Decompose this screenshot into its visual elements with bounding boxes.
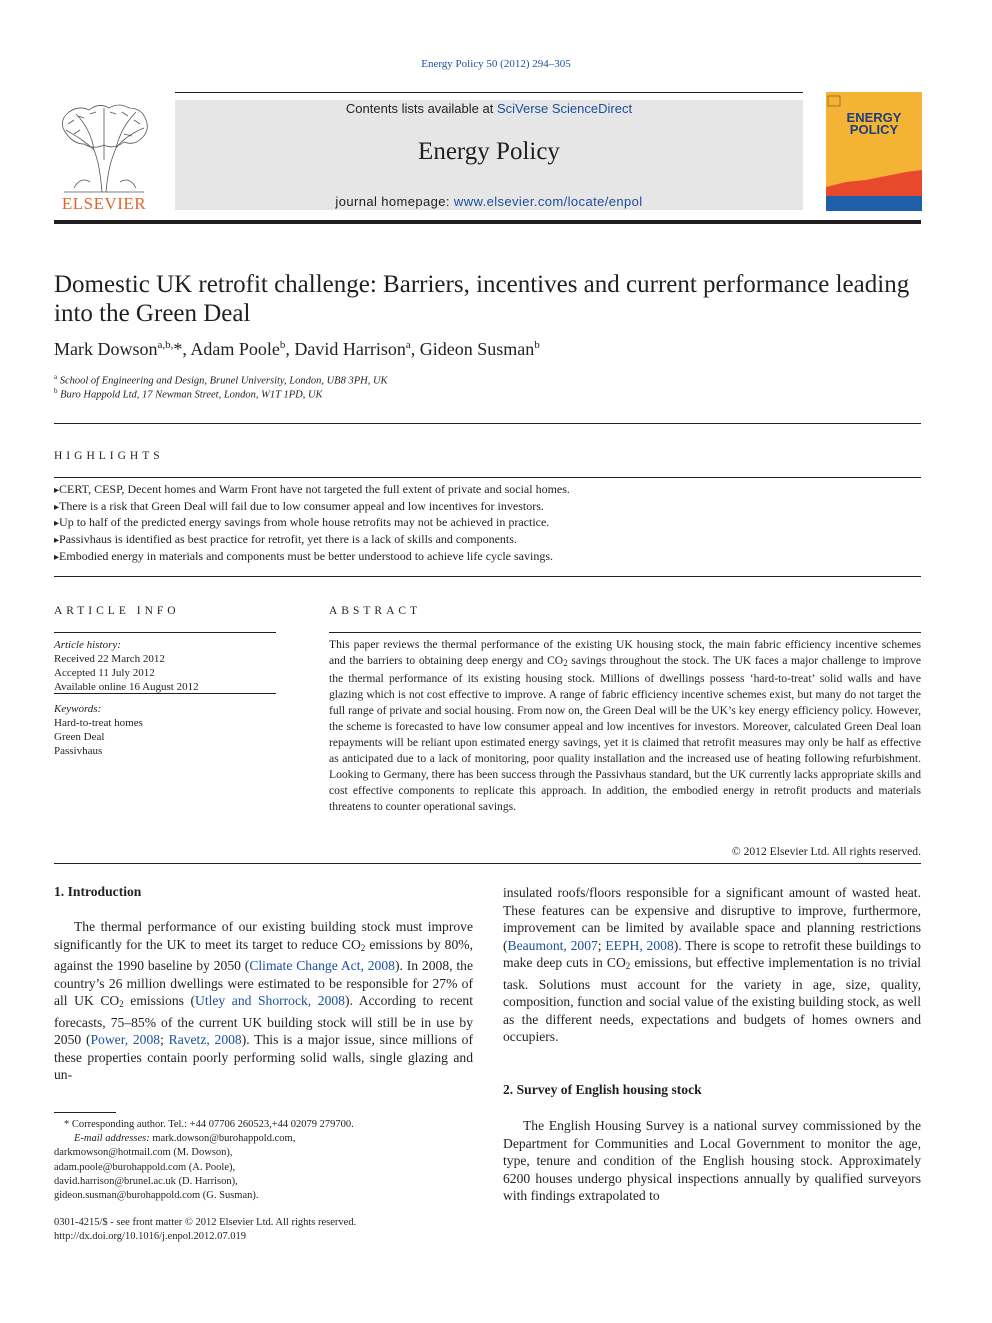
divider xyxy=(54,576,921,577)
highlights-heading: HIGHLIGHTS xyxy=(54,450,164,462)
email-line: darkmowson@hotmail.com (M. Dowson), xyxy=(54,1147,233,1159)
corresponding-author-note: * Corresponding author. Tel.: +44 07706 260523,+44 02079 279700. xyxy=(64,1119,354,1130)
issn-line: 0301-4215/$ - see front matter © 2012 Elsevier Ltd. All rights reserved. xyxy=(54,1217,357,1228)
article-history xyxy=(54,638,276,694)
history-label: Article history: xyxy=(54,639,121,651)
divider xyxy=(54,693,276,694)
divider xyxy=(54,863,921,864)
footnote-rule xyxy=(54,1112,116,1113)
intro-paragraph-continued: insulated roofs/floors responsible for a significant amount of wasted heat. These features can be expensive and disruptive to improve, furthermore, improvement can be limited by available space and planning restrictions (Beaumont, 2007; EEPH, 2008). There is scope to retrofit these buildings to make deep cuts in CO2 emissions, but effective implementation is no trivial task. Solutions must account for the variety in age, size, quality, composition, function and social value of the existing building stock, as well as the different needs, expectations and budgets of homes owners and occupiers. xyxy=(503,885,921,1044)
highlight-item: ▸ Embodied energy in materials and components must be better understood to achieve life cycle savings. xyxy=(54,549,924,566)
abstract-heading: ABSTRACT xyxy=(329,605,422,617)
survey-paragraph: The English Housing Survey is a national survey commissioned by the Department for Communities and Local Government to monitor the age, type, tenure and condition of the English housing stock. Approximately 6200 houses undergo physical inspections annually by qualified surveyors with findings extrapolated to xyxy=(503,1118,921,1203)
article-info-heading: ARTICLE INFO xyxy=(54,605,180,617)
highlight-item: ▸ CERT, CESP, Decent homes and Warm Front have not targeted the full extent of private and social homes. xyxy=(54,482,924,499)
keywords xyxy=(54,702,276,758)
citation-link[interactable]: Power, 2008 xyxy=(90,1032,161,1047)
email-line: E-mail addresses: mark.dowson@burohappold.com, xyxy=(74,1133,296,1145)
divider xyxy=(54,632,276,633)
highlight-item: ▸ There is a risk that Green Deal will fail due to low consumer appeal and low incentives for investors. xyxy=(54,499,924,516)
citation-link[interactable]: EEPH, 2008 xyxy=(605,937,674,953)
email-link[interactable]: darkmowson@hotmail.com xyxy=(54,1147,171,1159)
intro-paragraph: The thermal performance of our existing building stock must improve significantly for the UK to meet its target to reduce CO2 emissions by 80%, against the 1990 baseline by 2050 (Climate Change Act, 2008). In 2008, the country’s 26 million dwellings were estimated to be responsible for 27% of all UK CO2 emissions (Utley and Shorrock, 2008). According to recent forecasts, 75–85% of the current UK building stock will still be in use by 2050 (Power, 2008; Ravetz, 2008). This is a major issue, since millions of these properties contain poorly performing solid walls, single glazing and un- xyxy=(54,919,473,1082)
author-affil-mark: b xyxy=(534,339,540,351)
author-name[interactable]: Gideon Susman xyxy=(419,339,535,359)
citation-link[interactable]: Climate Change Act, 2008 xyxy=(249,958,395,973)
footnotes xyxy=(54,1118,474,1203)
email-link[interactable]: adam.poole@burohappold.com xyxy=(54,1161,187,1173)
highlight-item: ▸ Passivhaus is identified as best practice for retrofit, yet there is a lack of skills and components. xyxy=(54,532,924,549)
sciencedirect-link[interactable]: SciVerse ScienceDirect xyxy=(496,101,633,116)
author-affil-mark: b xyxy=(279,339,286,351)
citation-link[interactable]: Utley and Shorrock, 2008 xyxy=(195,993,345,1008)
divider xyxy=(54,423,921,424)
keywords-label: Keywords: xyxy=(54,703,102,715)
divider xyxy=(329,632,921,633)
contents-line: Contents lists available at SciVerse ScienceDirect xyxy=(345,101,633,116)
front-matter-info xyxy=(54,1216,494,1244)
cover-title-line1: ENERGY xyxy=(846,110,902,125)
journal-header xyxy=(175,100,803,210)
accepted-date: Accepted 11 July 2012 xyxy=(54,667,155,679)
author-name[interactable]: Adam Poole xyxy=(190,339,280,359)
affiliation: $^b$ Buro Happold Ltd, 17 Newman Street, London, W1T 1PD, UK xyxy=(54,387,323,401)
online-date: Available online 16 August 2012 xyxy=(54,681,199,693)
journal-name: Energy Policy xyxy=(418,138,560,165)
keyword: Green Deal xyxy=(54,731,105,743)
highlights-list xyxy=(54,482,924,566)
email-line: adam.poole@burohappold.com (A. Poole), xyxy=(54,1161,236,1173)
keyword: Passivhaus xyxy=(54,745,103,757)
highlight-item: ▸ Up to half of the predicted energy savings from whole house retrofits may not be achieved in practice. xyxy=(54,515,924,532)
author-list: Mark Dowson$^{a,b,}$*, Adam Poole$^b$, David Harrison$^a$, Gideon Susman$^b$ xyxy=(54,339,540,359)
author-affil-mark: a xyxy=(405,339,411,351)
email-link[interactable]: gideon.susman@burohappold.com xyxy=(54,1190,201,1202)
author-name[interactable]: David Harrison xyxy=(294,339,406,359)
keyword: Hard-to-treat homes xyxy=(54,717,143,729)
section-heading-introduction: 1. Introduction xyxy=(54,884,142,899)
homepage-line: journal homepage: www.elsevier.com/locate/enpol xyxy=(335,194,643,209)
corresponding-author-mark[interactable]: * xyxy=(173,339,183,359)
header-thick-rule xyxy=(54,220,921,224)
section-heading-survey: 2. Survey of English housing stock xyxy=(503,1082,702,1097)
divider xyxy=(54,477,921,478)
article-title: Domestic UK retrofit challenge: Barriers, incentives and current performance leading into the Green Deal xyxy=(54,271,910,327)
author-name[interactable]: Mark Dowson xyxy=(54,339,158,359)
header-top-rule xyxy=(175,92,803,93)
email-link[interactable]: mark.dowson@burohappold.com xyxy=(152,1133,293,1145)
doi-link[interactable]: http://dx.doi.org/10.1016/j.enpol.2012.07.019 xyxy=(54,1231,247,1243)
author-affil-mark: a,b, xyxy=(157,339,174,351)
abstract-text: This paper reviews the thermal performance of the existing UK housing stock, the main fabric efficiency incentive schemes and the barriers to obtaining deep energy and CO2 savings throughout the stock. The UK faces a major challenge to improve the thermal performance of its existing housing stock. Millions of dwellings possess ‘hard-to-treat’ solid walls and have glazing which is not cost effective to improve. A range of fabric efficiency incentive schemes exist, but many do not target the full range of private and social housing. From now on, the Green Deal will be the UK’s key energy efficiency policy. However, the scheme is forecasted to have low consumer appeal and low incentives for investors. Moreover, calculated Green Deal loan repayments will be reliant upon estimated energy savings, yet it is claimed that retrofit measures may only be half as effective as anticipated due to a lack of monitoring, poor quality installation and the increased use of heating following refurbishment. Looking to Germany, there has been success through the Passivhaus standard, but the UK currently lacks appropriate skills and cost effective components to replicate this approach. In addition, the embodied energy in retrofit products and materials threatens to counter operational savings. xyxy=(329,638,922,813)
cover-title-line2: POLICY xyxy=(849,122,899,137)
received-date: Received 22 March 2012 xyxy=(54,653,165,665)
journal-cover-image xyxy=(826,92,922,211)
journal-homepage-link[interactable]: www.elsevier.com/locate/enpol xyxy=(453,194,643,209)
affiliation: $^a$ School of Engineering and Design, Brunel University, London, UB8 3PH, UK xyxy=(54,373,388,387)
elsevier-wordmark: ELSEVIER xyxy=(61,194,147,213)
citation-link[interactable]: Ravetz, 2008 xyxy=(168,1032,242,1047)
citation-link[interactable]: Beaumont, 2007 xyxy=(507,937,598,953)
email-link[interactable]: david.harrison@brunel.ac.uk xyxy=(54,1175,176,1187)
email-line: gideon.susman@burohappold.com (G. Susman). xyxy=(54,1190,259,1202)
abstract-copyright: © 2012 Elsevier Ltd. All rights reserved. xyxy=(731,845,921,858)
email-line: david.harrison@brunel.ac.uk (D. Harrison), xyxy=(54,1175,238,1187)
journal-citation[interactable]: Energy Policy 50 (2012) 294–305 xyxy=(421,58,571,70)
